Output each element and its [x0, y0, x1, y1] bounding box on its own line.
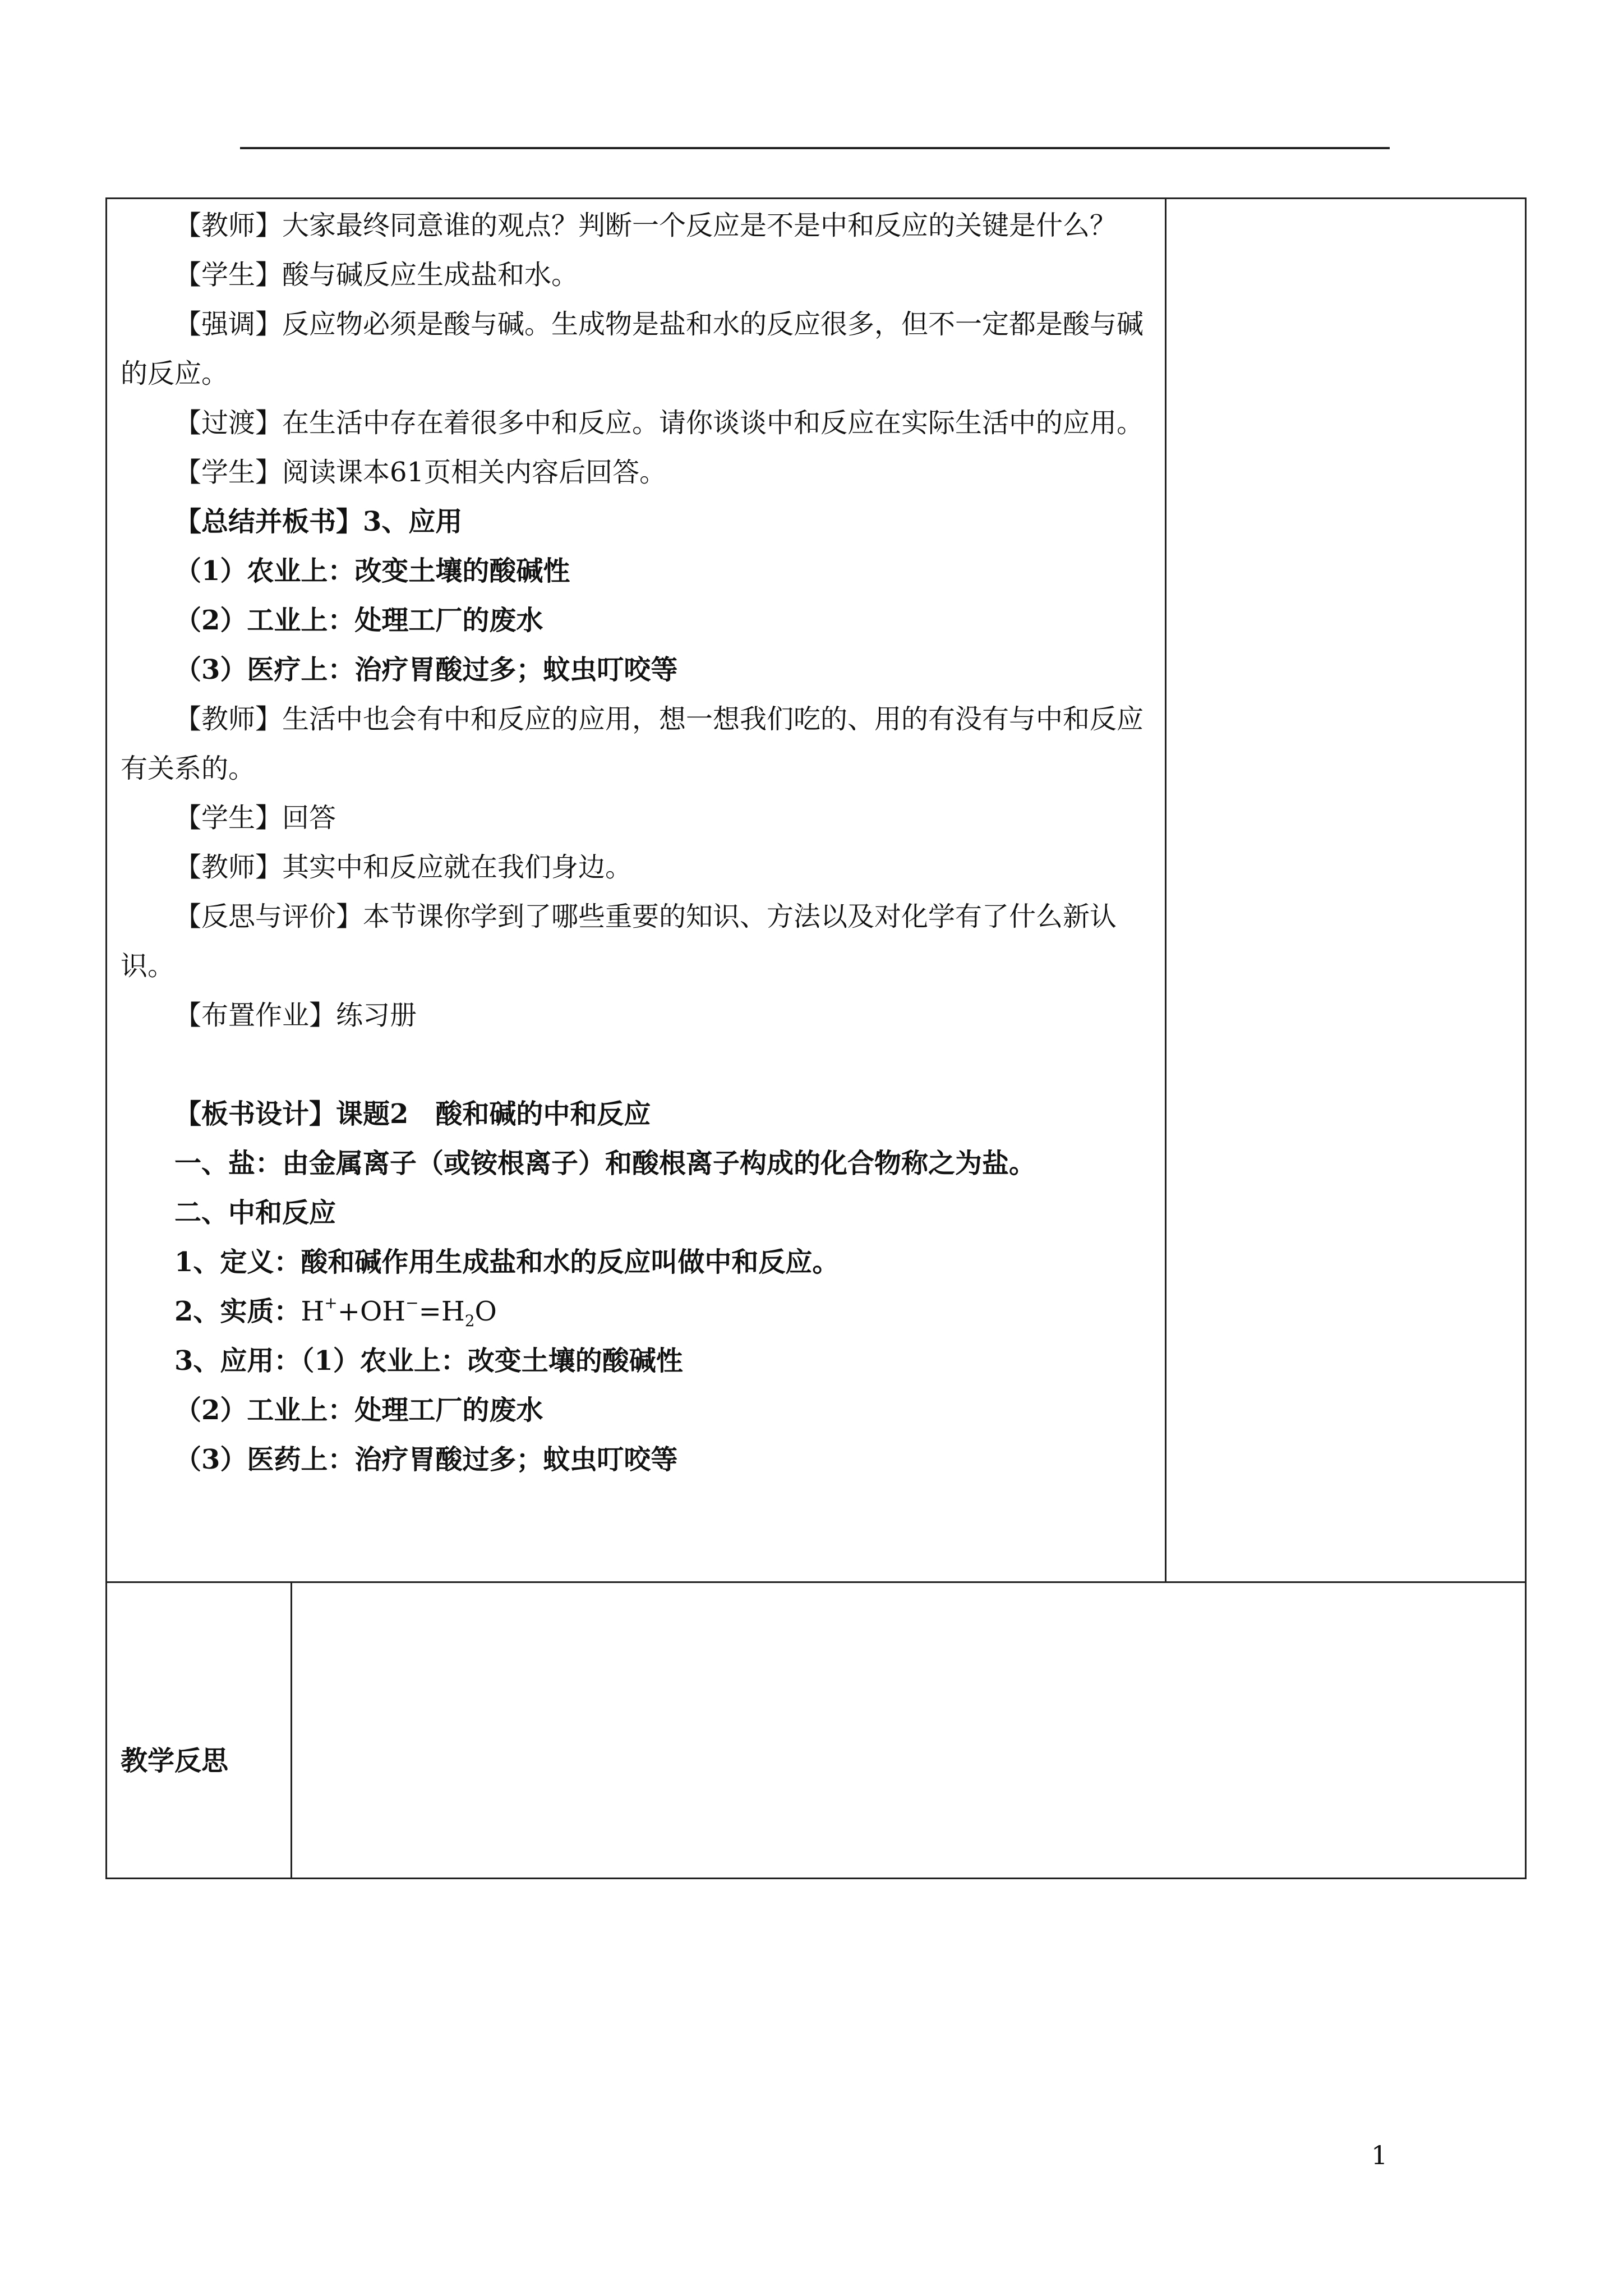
lesson-content	[121, 201, 1152, 1484]
board-definition: 1、定义：酸和碱作用生成盐和水的反应叫做中和反应。	[174, 1246, 840, 1278]
teaching-reflection-label: 教学反思	[121, 1745, 229, 1777]
line-transition: 【过渡】在生活中存在着很多中和反应。请你谈谈中和反应在实际生活中的应用。	[174, 407, 1144, 439]
reflection-label-divider	[291, 1581, 292, 1879]
board-salt-definition: 一、盐：由金属离子（或铵根离子）和酸根离子构成的化合物称之为盐。	[174, 1148, 1036, 1179]
formula-h2: =H	[418, 1296, 465, 1327]
spacer	[121, 1040, 1152, 1089]
line-homework: 【布置作业】练习册	[174, 1000, 417, 1031]
essence-formula	[301, 1294, 497, 1330]
line-emphasis: 【强调】反应物必须是酸与碱。生成物是盐和水的反应很多，但不一定都是酸与碱的反应。	[121, 309, 1144, 389]
line-summary-heading: 【总结并板书】3、应用	[174, 506, 463, 537]
line-teacher-question: 【教师】大家最终同意谁的观点？判断一个反应是不是中和反应的关键是什么？	[174, 210, 1117, 241]
formula-minus: −	[405, 1294, 419, 1312]
line-student-answer: 【学生】酸与碱反应生成盐和水。	[174, 259, 579, 291]
header-rule	[240, 147, 1390, 149]
board-title: 【板书设计】课题2 酸和碱的中和反应	[174, 1098, 651, 1130]
board-neutralization-heading: 二、中和反应	[174, 1197, 336, 1228]
board-application-agriculture: 3、应用：（1）农业上：改变土壤的酸碱性	[174, 1345, 683, 1377]
formula-o: O	[474, 1296, 497, 1327]
board-application-medicine: （3）医药上：治疗胃酸过多；蚊虫叮咬等	[174, 1444, 678, 1475]
line-application-medical: （3）医疗上：治疗胃酸过多；蚊虫叮咬等	[174, 654, 678, 685]
line-reflection-evaluation: 【反思与评价】本节课你学到了哪些重要的知识、方法以及对化学有了什么新认识。	[121, 901, 1117, 982]
formula-h: H	[301, 1296, 325, 1327]
notes-column-divider	[1165, 197, 1166, 1583]
formula-plus: +	[324, 1294, 338, 1312]
line-application-agriculture: （1）农业上：改变土壤的酸碱性	[174, 555, 570, 587]
formula-subscript-2: 2	[464, 1312, 475, 1330]
page-number: 1	[1371, 2140, 1388, 2170]
line-student-respond: 【学生】回答	[174, 802, 336, 834]
formula-oh: +OH	[337, 1296, 406, 1327]
board-application-industry: （2）工业上：处理工厂的废水	[174, 1395, 543, 1426]
line-teacher-life: 【教师】生活中也会有中和反应的应用，想一想我们吃的、用的有没有与中和反应有关系的。	[121, 703, 1144, 784]
line-student-reading: 【学生】阅读课本61页相关内容后回答。	[174, 457, 667, 488]
essence-label: 2、实质：	[174, 1296, 301, 1327]
line-teacher-nearby: 【教师】其实中和反应就在我们身边。	[174, 852, 633, 883]
line-application-industry: （2）工业上：处理工厂的废水	[174, 605, 543, 636]
board-essence	[121, 1287, 1152, 1336]
reflection-row-divider	[105, 1581, 1527, 1583]
